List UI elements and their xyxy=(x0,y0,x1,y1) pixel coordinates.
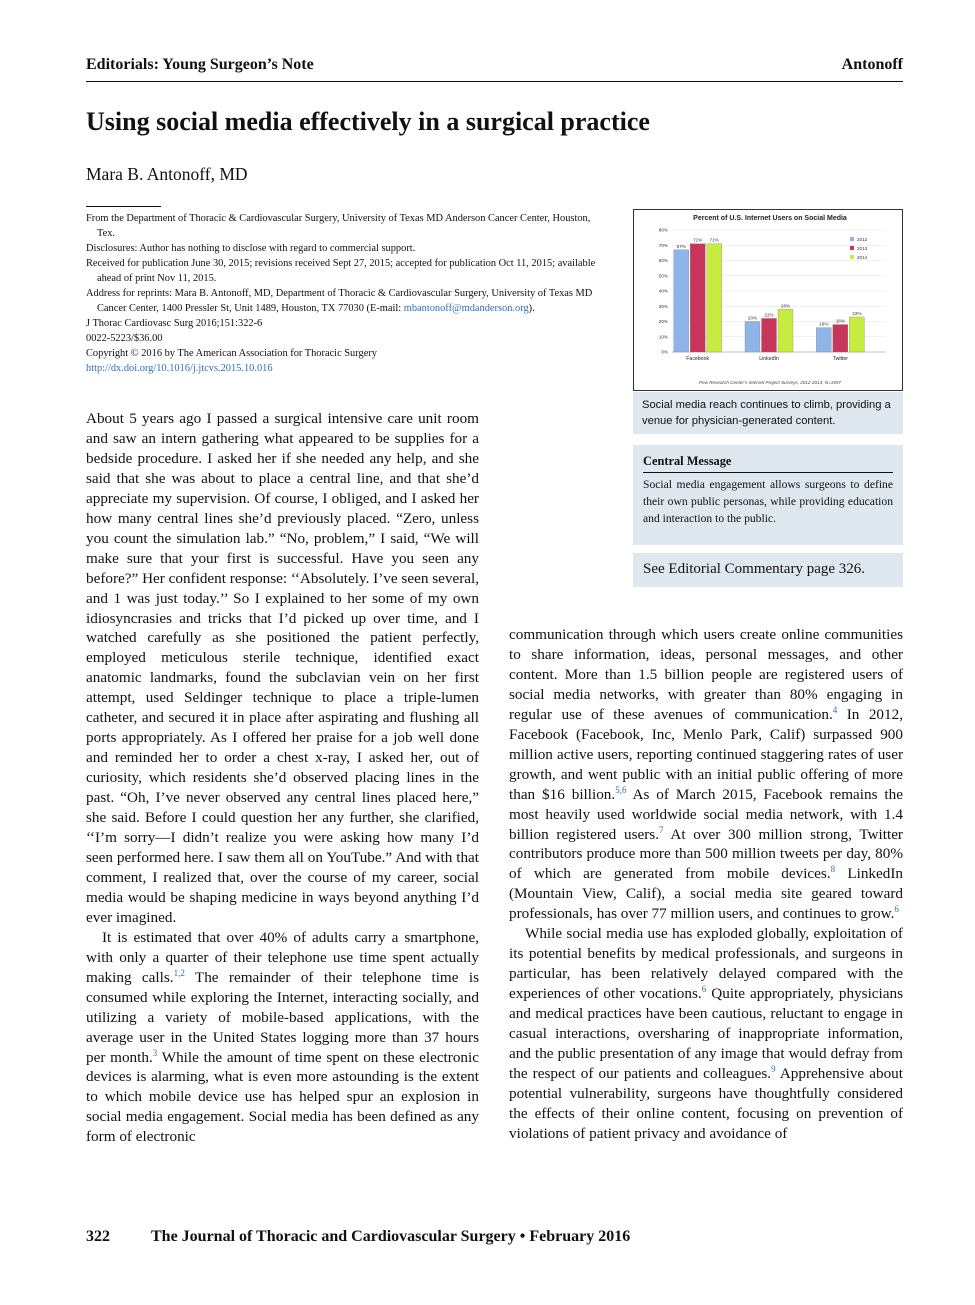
footnote-issn: 0022-5223/$36.00 xyxy=(86,333,163,344)
running-header-section: Editorials: Young Surgeon’s Note xyxy=(86,56,314,73)
bar-linkedin-2013 xyxy=(762,318,777,352)
email-link[interactable]: mbantonoff@mdanderson.org xyxy=(403,303,529,314)
chart-title: Percent of U.S. Internet Users on Social Media xyxy=(693,215,847,222)
bar-twitter-2012 xyxy=(816,328,831,352)
y-tick-label: 70% xyxy=(658,242,668,248)
bar-facebook-2013 xyxy=(690,244,705,352)
footnote-received: Received for publication June 30, 2015; revisions received Sept 27, 2015; accepted for publication Oct 11, 2015; available ahead of print Nov 11, 2015. xyxy=(86,258,596,284)
bar-value-label: 16% xyxy=(819,321,829,327)
figure-chart xyxy=(633,209,903,391)
figure-caption: Social media reach continues to climb, providing a venue for physician-generated content. xyxy=(633,392,903,434)
x-category-label: Twitter xyxy=(832,356,848,362)
footnote-affiliation: From the Department of Thoracic & Cardiovascular Surgery, University of Texas MD Anderson Cancer Center, Houston, Tex. xyxy=(86,213,591,239)
bar-linkedin-2014 xyxy=(778,309,793,352)
p3-text-d: At over 300 million strong, Twitter contributors produce more than 500 million tweets per day, 80% of which are generated from mobile devices. xyxy=(509,825,903,883)
x-category-label: Facebook xyxy=(686,356,710,362)
central-message-title: Central Message xyxy=(643,454,732,468)
footnote-rule xyxy=(86,206,161,207)
chart-source: Pew Research Center’s Internet Project Surveys, 2012-2014, N=1597 xyxy=(699,380,841,385)
paragraph-2 xyxy=(86,928,479,1147)
bar-value-label: 71% xyxy=(709,237,719,243)
editorial-commentary-link[interactable]: See Editorial Commentary page 326. xyxy=(633,553,903,587)
paragraph-3 xyxy=(509,625,903,924)
reference-1-2[interactable]: 1,2 xyxy=(173,967,185,978)
y-tick-label: 80% xyxy=(658,227,668,233)
bar-chart xyxy=(634,210,902,390)
p4-text-a: While social media use has exploded globally, exploitation of its potential benefits by medical professionals, and surgeons in particular, has been relatively delayed compared with the experiences of other vocations. xyxy=(509,925,903,1003)
reference-5-6[interactable]: 5,6 xyxy=(615,784,627,795)
footnote-doi-line xyxy=(86,361,608,376)
article-author: Mara B. Antonoff, MD xyxy=(86,164,248,184)
address-text: Address for reprints: Mara B. Antonoff, MD, Department of Thoracic & Cardiovascular Surgery, University of Texas MD Cancer Center, 1400 Pressler St, Unit 1489, Houston, TX 77030 (E-mail: xyxy=(86,288,593,314)
central-message-body: Social media engagement allows surgeons to define their own public personas, while providing education and interaction to the public. xyxy=(643,478,893,525)
reference-9[interactable]: 9 xyxy=(771,1063,776,1074)
central-message-rule xyxy=(643,472,893,473)
legend-swatch-2013 xyxy=(850,246,854,250)
bar-value-label: 18% xyxy=(835,318,845,324)
p2-text-c: While the amount of time spent on these electronic devices is alarming, what is even more astounding is the extent to which mobile device use has helped spur an explosion in social media engagement. Social media has been defined as any form of electronic xyxy=(86,1048,479,1146)
footnote-copyright: Copyright © 2016 by The American Association for Thoracic Surgery xyxy=(86,348,377,359)
address-end: ). xyxy=(528,303,535,314)
bar-twitter-2014 xyxy=(849,317,864,352)
reference-3[interactable]: 3 xyxy=(152,1047,158,1058)
y-tick-label: 60% xyxy=(658,258,668,264)
bar-twitter-2013 xyxy=(833,325,848,352)
legend-label: 2012 xyxy=(857,237,868,242)
p3-text-b: In 2012, Facebook (Facebook, Inc, Menlo Park, Calif) surpassed 900 million active users, reporting continued staggering rates of user growth, and went public with an initial public offering of more than $16 billion. xyxy=(509,705,904,803)
footnote-disclosures: Disclosures: Author has nothing to disclose with regard to commercial support. xyxy=(86,243,416,254)
body-column-right xyxy=(509,625,903,1144)
running-header-author: Antonoff xyxy=(841,56,903,73)
reference-6b[interactable]: 6 xyxy=(701,984,707,995)
p3-text-a: communication through which users create online communities to share information, ideas, personal messages, and other content. More than 1.5 billion people are registered users of social media networks, with greater than 80% engaging in regular use of these avenues of communication. xyxy=(509,626,903,723)
y-tick-label: 20% xyxy=(658,319,668,325)
paragraph-1: About 5 years ago I passed a surgical intensive care unit room and saw an intern gathering what appeared to be supplies for a bedside procedure. I asked her if she needed any help, and she said that she was about to place a central line, and that she’d appreciate my supervision. Of course, I obliged, and I asked her how many central lines she’d previously placed. “Zero, unless you count the simulation lab.” “No, problem,” I said, “We will make sure that your first is successful. Have you seen any before?” Her confident response: ‘‘Absolutely. I’ve seen several, and 1 was just today.’’ So I explained to her some of my own idiosyncrasies and tricks that I’d picked up over time, and I watched carefully as she positioned the patient perfectly, employed meticulous sterile technique, identified exact anatomic landmarks, found the subclavian vein on her first attempt, used Seldinger technique to place a triple-lumen catheter, and secured it in place after aspirating and flushing all ports appropriately. As I offered her praise for a job well done and reminded her to order a chest x-ray, I asked her, out of curiosity, which residents she’d observed placing lines in the past. “Oh, I’ve never observed any central lines placed here,” she said. Before I could question her any further, she clarified, ‘‘I’m sorry—I didn’t realize you were asking how many I’d seen performed here. I saw them all on YouTube.” And with that comment, I realized that, over the course of my career, social media would be shaping medicine in ways beyond anything I’d ever imagined. xyxy=(86,410,480,926)
p4-text-c: Apprehensive about potential vulnerability, surgeons have thoughtfully considered the effects of their online content, focusing on prevention of violations of patient privacy and avoidance of xyxy=(509,1064,903,1142)
header-rule xyxy=(86,81,903,82)
y-tick-label: 30% xyxy=(658,303,668,309)
y-tick-label: 0% xyxy=(661,349,668,355)
paragraph-4 xyxy=(509,924,903,1143)
bar-value-label: 67% xyxy=(676,243,686,249)
page-number: 322 xyxy=(86,1228,110,1245)
footnote-citation: J Thorac Cardiovasc Surg 2016;151:322-6 xyxy=(86,318,263,329)
bar-value-label: 20% xyxy=(747,315,758,321)
y-tick-label: 10% xyxy=(658,334,668,340)
y-tick-label: 50% xyxy=(658,273,668,279)
p4-text-b: Quite appropriately, physicians and medical practices have been cautious, reluctant to engage in casual interactions, oversharing of inappropriate information, and the public presentation of any image that would defray from the respect of our patients and colleagues. xyxy=(509,985,903,1082)
bar-value-label: 28% xyxy=(780,303,791,309)
legend-swatch-2014 xyxy=(850,255,854,259)
legend-swatch-2012 xyxy=(850,237,854,241)
journal-footer: The Journal of Thoracic and Cardiovascular Surgery • February 2016 xyxy=(151,1228,631,1245)
reference-7[interactable]: 7 xyxy=(659,824,664,835)
bar-value-label: 22% xyxy=(764,312,774,318)
reference-6[interactable]: 6 xyxy=(894,904,899,915)
reference-4[interactable]: 4 xyxy=(832,704,838,715)
bar-value-label: 71% xyxy=(693,237,703,243)
central-message-box xyxy=(633,445,903,545)
bar-value-label: 23% xyxy=(852,310,862,316)
article-title: Using social media effectively in a surgical practice xyxy=(86,107,650,136)
bar-facebook-2014 xyxy=(707,244,722,352)
footnote-address xyxy=(86,286,608,316)
bar-facebook-2012 xyxy=(674,250,689,352)
p3-text-e: LinkedIn (Mountain View, Calif), a social media site geared toward professionals, has over 77 million users, and continues to grow. xyxy=(509,865,904,923)
p2-text-a: It is estimated that over 40% of adults carry a smartphone, with only a quarter of their telephone use time spent actually making calls. xyxy=(86,928,479,986)
legend-label: 2014 xyxy=(857,255,868,260)
article-footnotes xyxy=(86,211,608,376)
y-tick-label: 40% xyxy=(658,288,668,294)
p2-text-b: The remainder of their telephone time is consumed while exploring the Internet, interacting socially, and utilizing a variety of mobile-based applications, with the average user in the United States logging more than 37 hours per month. xyxy=(86,968,479,1066)
bar-linkedin-2012 xyxy=(745,322,760,353)
body-column-left xyxy=(86,409,479,1147)
x-category-label: LinkedIn xyxy=(759,356,779,362)
reference-8[interactable]: 8 xyxy=(830,864,836,875)
doi-link[interactable]: http://dx.doi.org/10.1016/j.jtcvs.2015.10.016 xyxy=(86,363,273,374)
p3-text-c: As of March 2015, Facebook remains the most heavily used worldwide social media network, with 1.4 billion registered users. xyxy=(509,785,903,843)
legend-label: 2013 xyxy=(857,246,868,251)
